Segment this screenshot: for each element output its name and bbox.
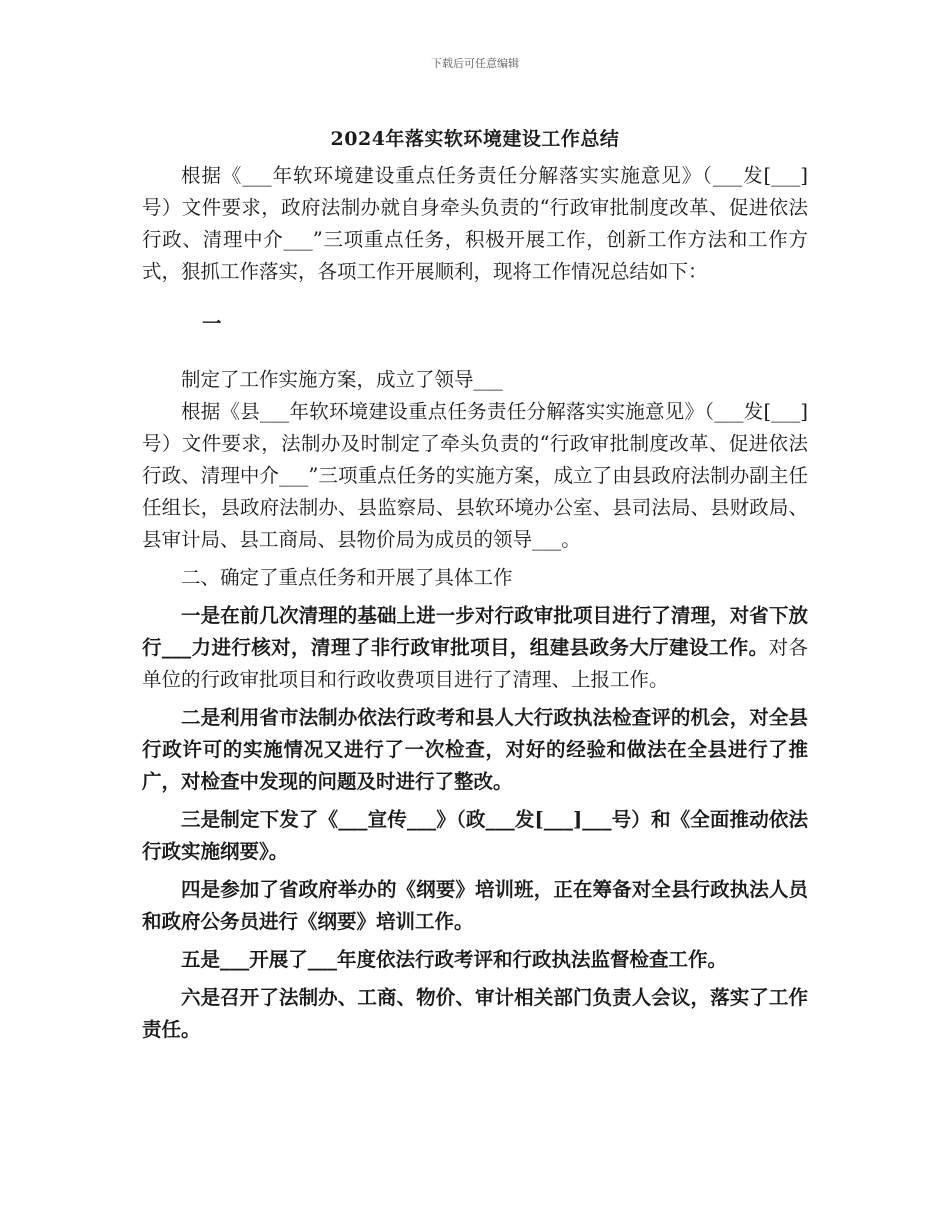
section-one-line: 制定了工作实施方案，成立了领导___ [181,368,503,391]
header-note: 下载后可任意编辑 [431,57,519,70]
section-one-heading: 一 [202,312,222,335]
item-five: 五是___开展了___年度依法行政考评和行政执法监督检查工作。 [181,948,728,971]
item-one-bold: 一是在前几次清理的基础上进一步对行政审批项目进行了清理，对省下放行___力进行核对，清理了非行政审批项目，组建县政务大厅建设工作。 [142,604,808,659]
item-four: 四是参加了省政府举办的《纲要》培训班，正在筹备对全县行政执法人员和政府公务员进行《纲要》培训工作。 [142,878,808,933]
item-one-normal: 对各单位的行政审批项目和行政收费项目进行了清理、上报工作。 [142,636,808,691]
item-three: 三是制定下发了《___宣传___》（政___发[___]___号）和《全面推动依法行政实施纲要》。 [142,808,808,863]
document-title: 2024年落实软环境建设工作总结 [330,128,620,150]
item-one [142,600,808,696]
section-one-body: 根据《县___年软环境建设重点任务责任分解落实实施意见》（___发[___]号）文件要求，法制办及时制定了牵头负责的“行政审批制度改革、促进依法行政、清理中介___”三项重点任务的实施方案，成立了由县政府法制办副主任任组长，县政府法制办、县监察局、县软环境办公室、县司法局、县财政局、县审计局、县工商局、县物价局为成员的领导___。 [142,400,808,551]
intro-paragraph: 根据《___年软环境建设重点任务责任分解落实实施意见》（___发[___]号）文件要求，政府法制办就自身牵头负责的“行政审批制度改革、促进依法行政、清理中介___”三项重点任务，积极开展工作，创新工作方法和工作方式，狠抓工作落实，各项工作开展顺利，现将工作情况总结如下： [142,164,808,283]
item-two: 二是利用省市法制办依法行政考和县人大行政执法检查评的机会，对全县行政许可的实施情况又进行了一次检查，对好的经验和做法在全县进行了推广，对检查中发现的问题及时进行了整改。 [142,706,808,793]
section-two-heading: 二、确定了重点任务和开展了具体工作 [181,566,513,589]
document-body [142,160,808,1046]
item-six: 六是召开了法制办、工商、物价、审计相关部门负责人会议，落实了工作责任。 [142,986,808,1041]
